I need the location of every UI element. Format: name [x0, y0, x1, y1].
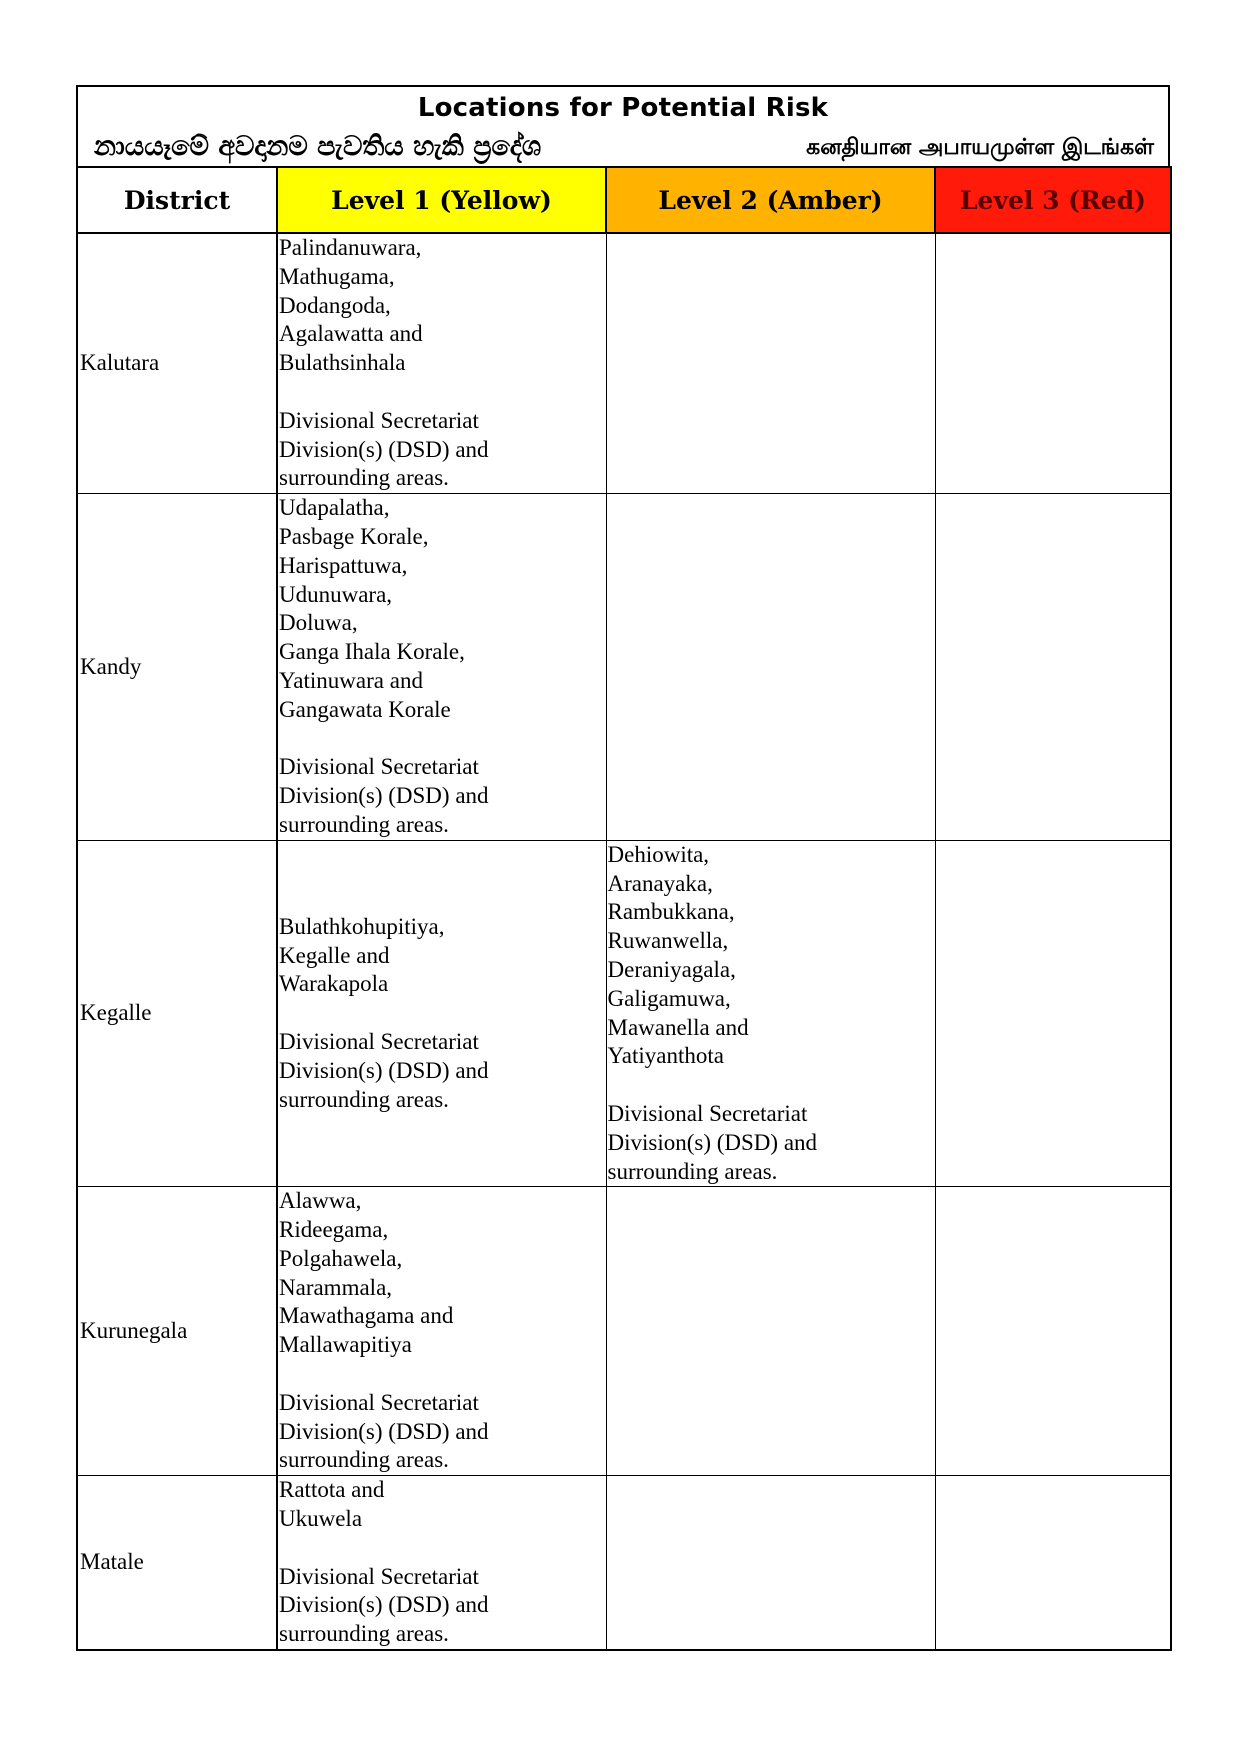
cell-line: Galigamuwa, — [607, 985, 731, 1011]
level3-cell — [935, 840, 1171, 1187]
cell-line: Udapalatha, — [279, 495, 390, 521]
level2-cell — [606, 494, 935, 841]
cell-line: Divisional Secretariat — [279, 1389, 479, 1415]
cell-line: Division(s) (DSD) and — [279, 1057, 489, 1083]
cell-line: Division(s) (DSD) and — [279, 1592, 489, 1618]
district-cell: Kegalle — [77, 840, 277, 1187]
level3-cell — [935, 494, 1171, 841]
header-level3: Level 3 (Red) — [935, 167, 1171, 233]
cell-line: Harispattuwa, — [279, 552, 408, 578]
title-block — [76, 85, 1170, 166]
district-cell: Kandy — [77, 494, 277, 841]
cell-line: Rambukkana, — [607, 899, 735, 925]
level1-cell — [277, 494, 606, 841]
level2-cell — [606, 1187, 935, 1476]
cell-spacer — [279, 1360, 606, 1389]
cell-line: Bulathsinhala — [279, 350, 406, 376]
cell-spacer — [279, 999, 606, 1028]
cell-line: Mallawapitiya — [279, 1332, 412, 1358]
district-cell: Matale — [77, 1476, 277, 1650]
cell-line: Ukuwela — [279, 1506, 363, 1532]
title-tamil: கனதியான அபாயமுள்ள இடங்கள் — [806, 135, 1154, 160]
header-row — [77, 167, 1171, 233]
cell-line: Division(s) (DSD) and — [279, 1418, 489, 1444]
cell-line: Divisional Secretariat — [279, 1563, 479, 1589]
cell-line: Ganga Ihala Korale, — [279, 639, 465, 665]
level1-cell — [277, 1476, 606, 1650]
level3-cell — [935, 1476, 1171, 1650]
cell-line: Aranayaka, — [607, 870, 713, 896]
cell-spacer — [608, 1071, 935, 1100]
title-english: Locations for Potential Risk — [417, 93, 829, 123]
cell-line: Rattota and — [279, 1477, 385, 1503]
level1-cell — [277, 233, 606, 494]
header-level2: Level 2 (Amber) — [606, 167, 935, 233]
cell-line: Kegalle and — [279, 942, 390, 968]
district-cell: Kalutara — [77, 233, 277, 494]
cell-line: Division(s) (DSD) and — [279, 436, 489, 462]
table-row — [77, 233, 1171, 494]
table-row — [77, 1187, 1171, 1476]
cell-line: Ruwanwella, — [607, 928, 729, 954]
cell-line: Divisional Secretariat — [279, 407, 479, 433]
cell-spacer — [279, 1534, 606, 1563]
risk-table — [76, 166, 1172, 1651]
table-row — [77, 1476, 1171, 1650]
cell-line: Division(s) (DSD) and — [279, 783, 489, 809]
level2-cell — [606, 233, 935, 494]
level3-cell — [935, 1187, 1171, 1476]
cell-line: Yatinuwara and — [279, 667, 423, 693]
table-body — [77, 233, 1171, 1650]
cell-line: surrounding areas. — [279, 1086, 449, 1112]
cell-line: Doluwa, — [279, 610, 358, 636]
cell-line: Rideegama, — [279, 1217, 389, 1243]
level1-cell — [277, 1187, 606, 1476]
cell-line: Alawwa, — [279, 1188, 362, 1214]
cell-line: Divisional Secretariat — [279, 754, 479, 780]
level3-cell — [935, 233, 1171, 494]
cell-line: Udunuwara, — [279, 581, 393, 607]
title-sinhala: නායයෑමේ අවදානම පැවතිය හැකි ප්‍රදේශ — [94, 131, 542, 162]
cell-spacer — [279, 378, 606, 407]
level2-cell — [606, 840, 935, 1187]
cell-line: Mawanella and — [607, 1014, 749, 1040]
risk-sheet — [76, 85, 1170, 1651]
cell-line: Pasbage Korale, — [279, 523, 429, 549]
cell-line: Bulathkohupitiya, — [279, 913, 445, 939]
cell-line: Divisional Secretariat — [607, 1100, 808, 1126]
header-level1: Level 1 (Yellow) — [277, 167, 606, 233]
cell-line: Dehiowita, — [607, 841, 710, 867]
cell-line: Dodangoda, — [279, 292, 391, 318]
header-district: District — [77, 167, 277, 233]
district-cell: Kurunegala — [77, 1187, 277, 1476]
cell-line: surrounding areas. — [279, 1447, 449, 1473]
cell-spacer — [279, 725, 606, 754]
cell-line: surrounding areas. — [279, 1621, 449, 1647]
cell-line: Deraniyagala, — [607, 956, 736, 982]
table-row — [77, 840, 1171, 1187]
cell-line: surrounding areas. — [279, 811, 449, 837]
cell-line: Warakapola — [279, 971, 389, 997]
cell-line: Narammala, — [279, 1274, 393, 1300]
level1-cell — [277, 840, 606, 1187]
level2-cell — [606, 1476, 935, 1650]
cell-line: Yatiyanthota — [607, 1043, 724, 1069]
cell-line: surrounding areas. — [607, 1158, 778, 1184]
cell-line: Divisional Secretariat — [279, 1028, 479, 1054]
cell-line: Division(s) (DSD) and — [607, 1129, 818, 1155]
cell-line: Mathugama, — [279, 263, 395, 289]
cell-line: Gangawata Korale — [279, 696, 451, 722]
cell-line: Polgahawela, — [279, 1245, 403, 1271]
table-row — [77, 494, 1171, 841]
cell-line: surrounding areas. — [279, 465, 449, 491]
cell-line: Palindanuwara, — [279, 235, 422, 260]
cell-line: Mawathagama and — [279, 1303, 454, 1329]
cell-line: Agalawatta and — [279, 321, 423, 347]
